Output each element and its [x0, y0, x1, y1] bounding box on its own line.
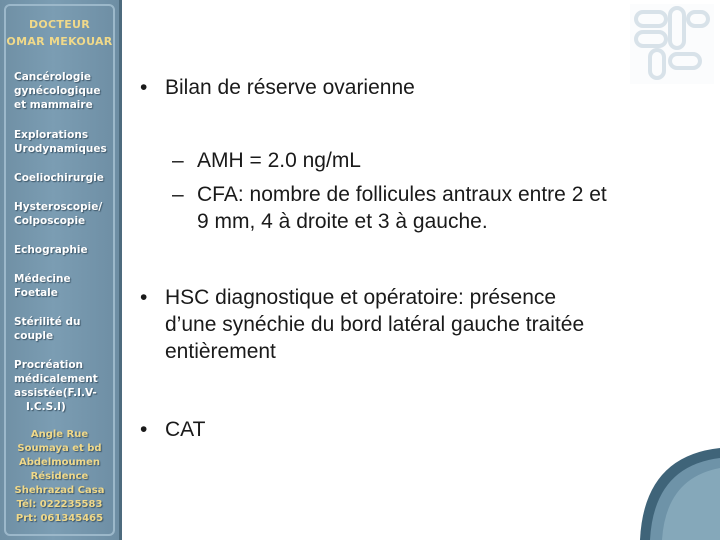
dash-icon: –	[172, 149, 184, 172]
decorative-corner-icon	[640, 448, 720, 540]
dash-icon: –	[172, 183, 184, 206]
sidebar-item-label: Procréation	[14, 359, 84, 371]
sidebar-item-label: couple	[14, 330, 54, 342]
address-line: Tél: 022235583	[16, 499, 103, 510]
sidebar-item-explorations[interactable]	[14, 128, 118, 156]
sidebar	[0, 0, 122, 540]
sidebar-item-label: médicalement	[14, 373, 98, 385]
sidebar-item-label: Explorations	[14, 129, 89, 141]
bullet-text: entièrement	[165, 340, 276, 363]
sidebar-item-label: Echographie	[14, 244, 88, 256]
bullet-bilan	[140, 74, 700, 101]
bullet-icon: •	[140, 286, 148, 309]
bullet-text: CAT	[165, 418, 206, 441]
bullet-text: Bilan de réserve ovarienne	[165, 76, 415, 99]
bullet-text: d’une synéchie du bord latéral gauche traitée	[165, 313, 585, 336]
address-line: Shehrazad Casa	[14, 485, 105, 496]
sub-bullet-text: 9 mm, 4 à droite et 3 à gauche.	[197, 210, 488, 233]
bullet-hsc	[140, 284, 700, 365]
sub-bullet-amh	[172, 147, 712, 174]
sub-bullet-text: CFA: nombre de follicules antraux entre 2 et	[197, 183, 607, 206]
sidebar-item-sterilite[interactable]	[14, 315, 118, 343]
sidebar-item-label: Foetale	[14, 287, 58, 299]
address-line: Prt: 061345465	[15, 513, 104, 524]
decorative-logo-icon	[630, 4, 714, 84]
bullet-icon: •	[140, 76, 148, 99]
sidebar-item-cancerologie[interactable]	[14, 70, 118, 112]
sidebar-item-label: Colposcopie	[14, 215, 86, 227]
bullet-icon: •	[140, 418, 148, 441]
sidebar-item-label: Coeliochirurgie	[14, 172, 104, 184]
sidebar-item-procreation[interactable]	[14, 358, 118, 414]
sidebar-item-label: I.C.S.I)	[26, 401, 66, 413]
sidebar-item-label: Cancérologie	[14, 71, 92, 83]
sidebar-item-label: Médecine	[14, 273, 71, 285]
bullet-cat	[140, 416, 700, 443]
sidebar-item-label: gynécologique	[14, 85, 101, 97]
sidebar-item-coeliochirurgie[interactable]	[14, 171, 118, 185]
address-line: Angle Rue	[30, 429, 89, 440]
sidebar-item-label: Hysteroscopie/	[14, 201, 103, 213]
sidebar-item-label: Urodynamiques	[14, 143, 107, 155]
address-line: Soumaya et bd	[17, 443, 102, 454]
bullet-text: HSC diagnostique et opératoire: présence	[165, 286, 557, 309]
doctor-title: DOCTEUR	[28, 18, 91, 31]
address-line: Abdelmoumen	[19, 457, 100, 468]
sidebar-item-label: Stérilité du	[14, 316, 81, 328]
sub-bullet-cfa	[172, 181, 712, 235]
sidebar-item-echographie[interactable]	[14, 243, 118, 257]
sidebar-item-hysteroscopie[interactable]	[14, 200, 118, 228]
sidebar-item-medecine-foetale[interactable]	[14, 272, 118, 300]
sidebar-item-label: assistée(F.I.V-	[14, 387, 97, 399]
sidebar-item-label: et mammaire	[14, 99, 93, 111]
sub-bullet-text: AMH = 2.0 ng/mL	[197, 149, 361, 172]
doctor-name: OMAR MEKOUAR	[6, 35, 113, 48]
address-line: Résidence	[30, 471, 89, 482]
